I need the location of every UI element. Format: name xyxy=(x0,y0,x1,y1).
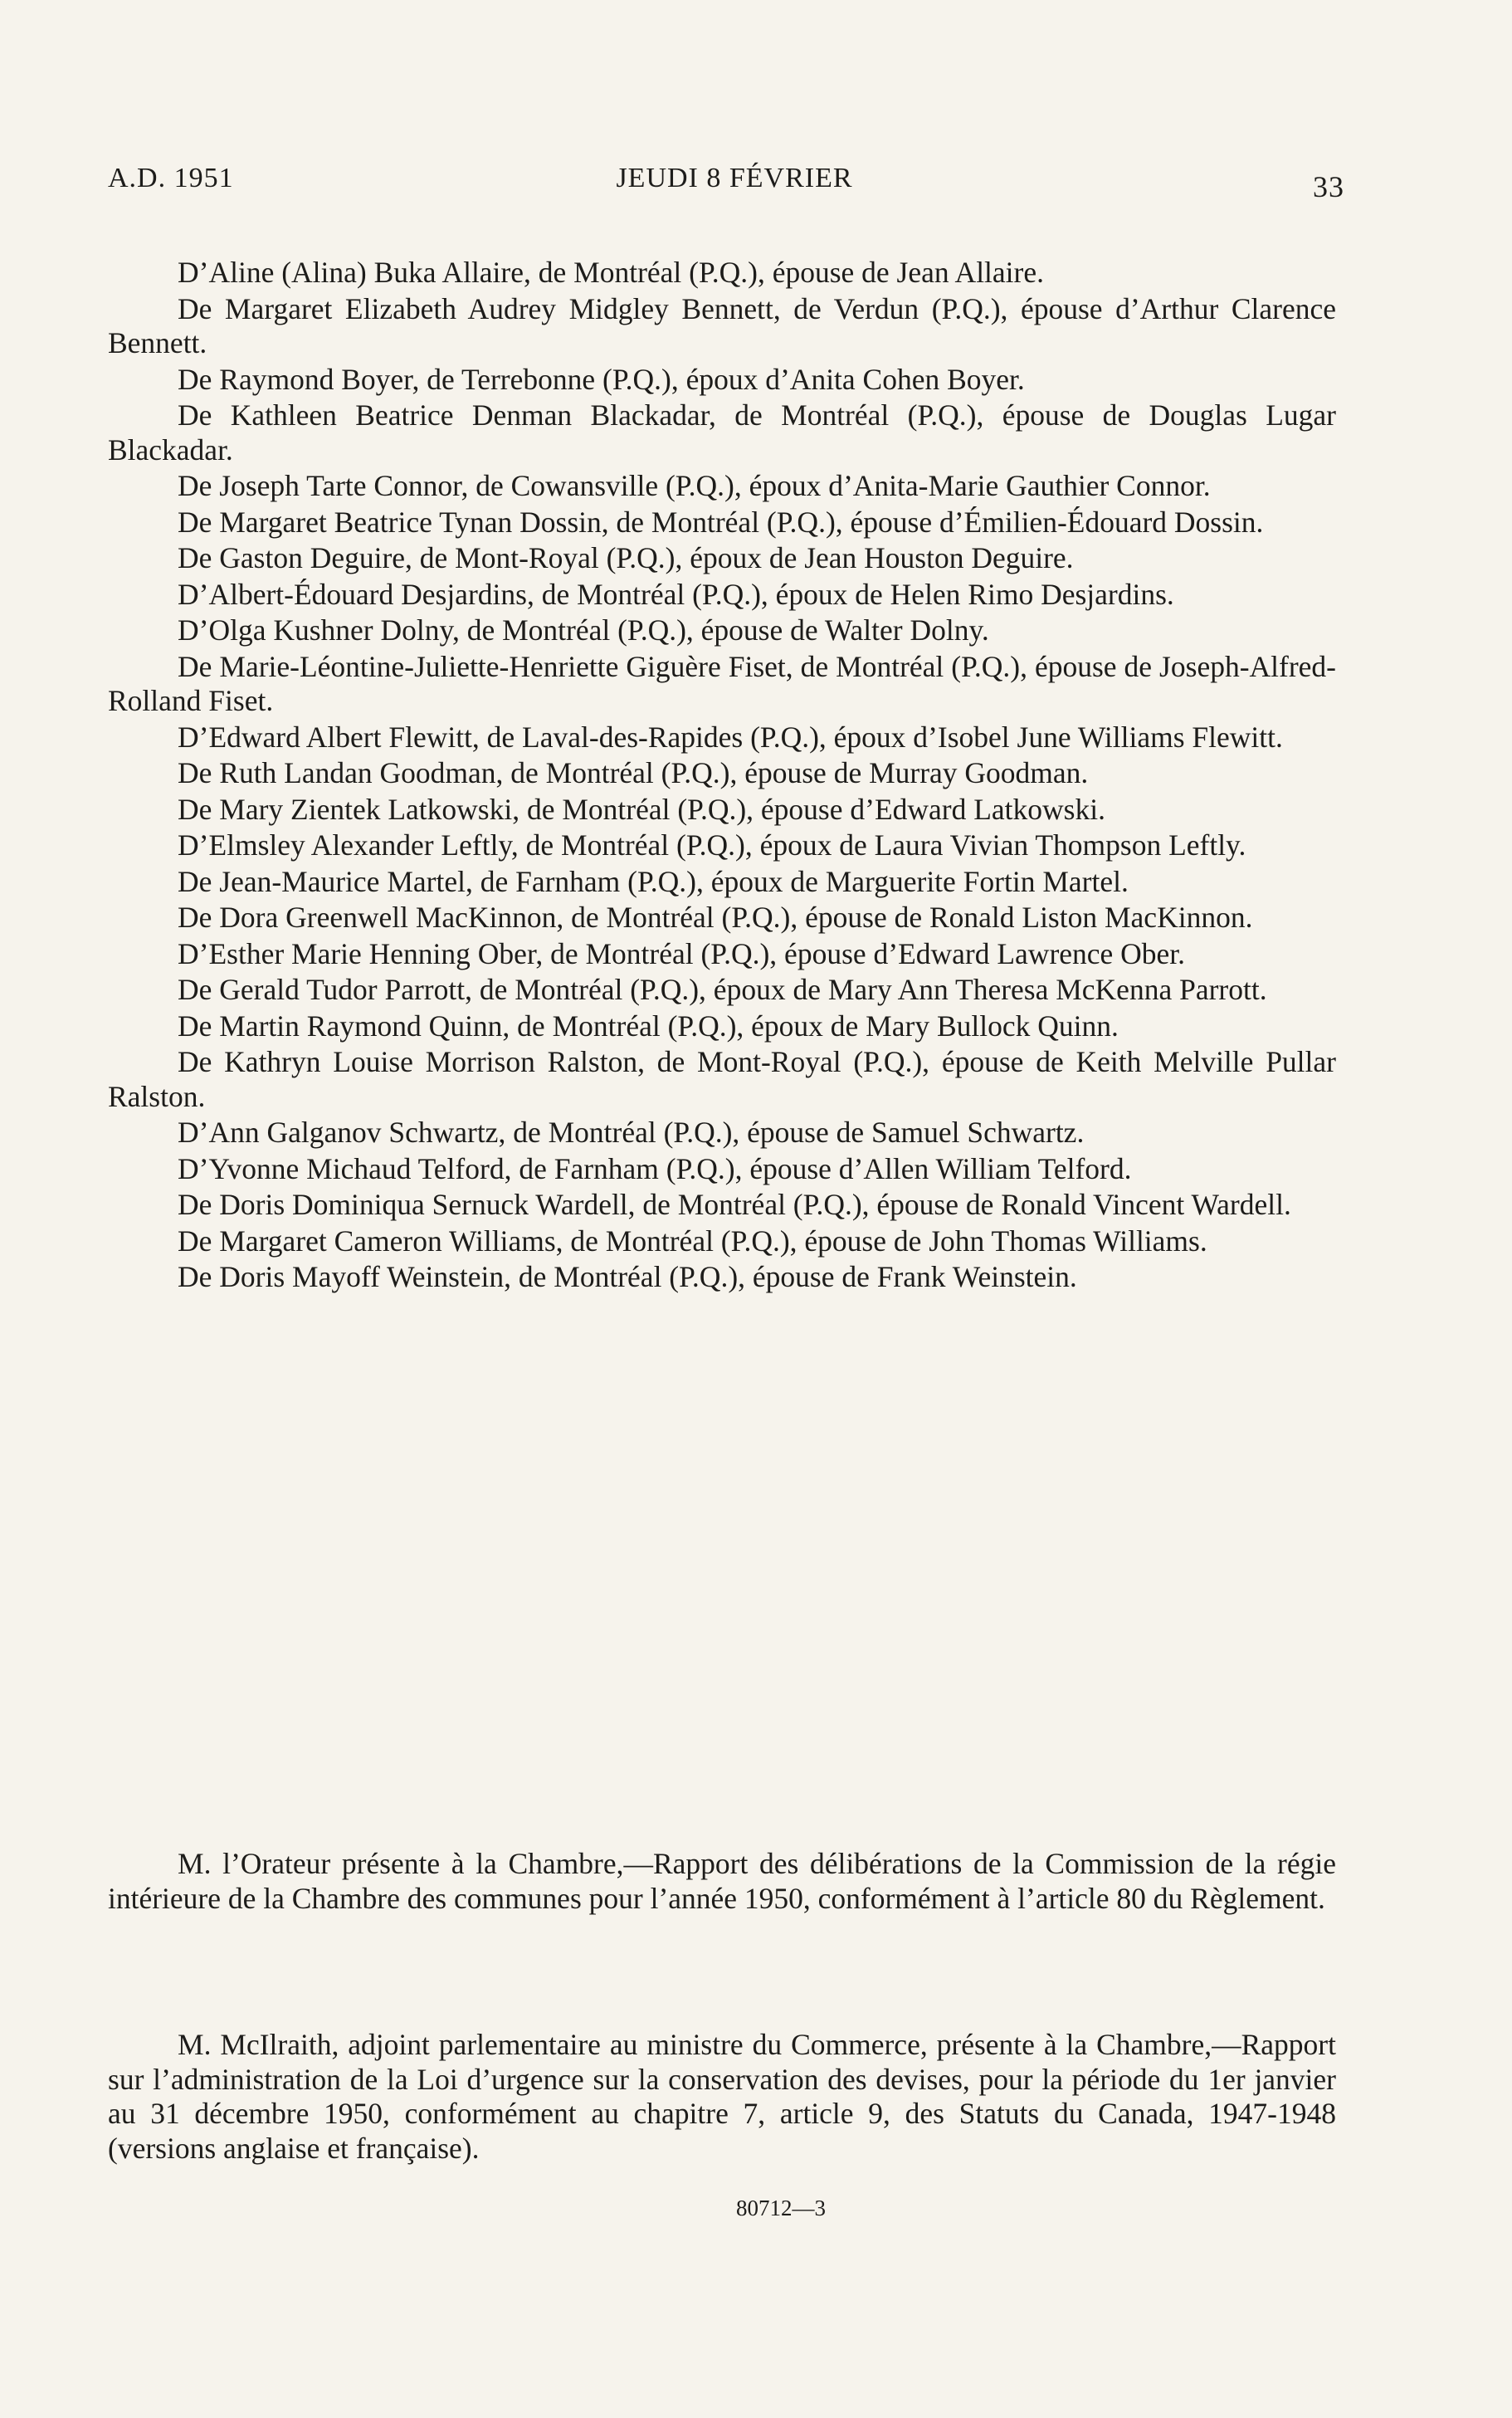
list-item: De Jean-Maurice Martel, de Farnham (P.Q.), époux de Marguerite Fortin Martel. xyxy=(178,864,1129,898)
list-item: De Margaret Elizabeth Audrey Midgley Bennett, de Verdun (P.Q.), épouse d’Arthur Clarence Bennett. xyxy=(108,291,1336,359)
list-item: De Mary Zientek Latkowski, de Montréal (P.Q.), épouse d’Edward Latkowski. xyxy=(178,792,1105,826)
list-item: De Doris Mayoff Weinstein, de Montréal (P.Q.), épouse de Frank Weinstein. xyxy=(178,1260,1077,1293)
list-item: De Kathleen Beatrice Denman Blackadar, de Montréal (P.Q.), épouse de Douglas Lugar Blackadar. xyxy=(108,398,1336,467)
list-item: De Doris Dominiqua Sernuck Wardell, de Montréal (P.Q.), épouse de Ronald Vincent Wardell. xyxy=(178,1188,1291,1221)
list-item: De Gaston Deguire, de Mont-Royal (P.Q.), époux de Jean Houston Deguire. xyxy=(178,541,1074,574)
list-item: De Kathryn Louise Morrison Ralston, de Mont-Royal (P.Q.), épouse de Keith Melville Pullar Ralston. xyxy=(108,1045,1336,1113)
list-item: D’Olga Kushner Dolny, de Montréal (P.Q.), épouse de Walter Dolny. xyxy=(178,613,989,647)
list-item: De Dora Greenwell MacKinnon, de Montréal (P.Q.), épouse de Ronald Liston MacKinnon. xyxy=(178,901,1253,934)
list-item: D’Esther Marie Henning Ober, de Montréal (P.Q.), épouse d’Edward Lawrence Ober. xyxy=(178,936,1186,970)
page-number: 33 xyxy=(1313,170,1344,203)
header-year: A.D. 1951 xyxy=(108,163,234,193)
list-item: D’Edward Albert Flewitt, de Laval-des-Rapides (P.Q.), époux d’Isobel June Williams Flewitt. xyxy=(178,720,1283,754)
list-item: De Margaret Cameron Williams, de Montréal (P.Q.), épouse de John Thomas Williams. xyxy=(178,1224,1207,1258)
mcilraith-report-paragraph: M. McIlraith, adjoint parlementaire au ministre du Commerce, présente à la Chambre,—Rapport sur l’administration de la Loi d’urgence sur la conservation des devises, pour la période du 1er janvier au 31 décembre 1950, conformément au chapitre 7, article 9, des Statuts du Canada, 1947-1948 (versions anglaise et française). xyxy=(108,2028,1336,2165)
list-item: De Marie-Léontine-Juliette-Henriette Giguère Fiset, de Montréal (P.Q.), épouse de Joseph-Alfred-Rolland Fiset. xyxy=(108,649,1336,717)
list-item: De Margaret Beatrice Tynan Dossin, de Montréal (P.Q.), épouse d’Émilien-Édouard Dossin. xyxy=(178,505,1264,539)
speaker-report-paragraph: M. l’Orateur présente à la Chambre,—Rapport des délibérations de la Commission de la régie intérieure de la Chambre des communes pour l’année 1950, conformément à l’article 80 du Règlement. xyxy=(108,1847,1336,1915)
list-item: De Joseph Tarte Connor, de Cowansville (P.Q.), époux d’Anita-Marie Gauthier Connor. xyxy=(178,469,1211,502)
list-item: D’Aline (Alina) Buka Allaire, de Montréal (P.Q.), épouse de Jean Allaire. xyxy=(178,256,1044,289)
list-item: D’Ann Galganov Schwartz, de Montréal (P.Q.), épouse de Samuel Schwartz. xyxy=(178,1116,1085,1149)
header-date: JEUDI 8 FÉVRIER xyxy=(616,163,853,193)
list-item: D’Elmsley Alexander Leftly, de Montréal (P.Q.), époux de Laura Vivian Thompson Leftly. xyxy=(178,828,1246,862)
list-item: De Martin Raymond Quinn, de Montréal (P.Q.), époux de Mary Bullock Quinn. xyxy=(178,1009,1119,1043)
list-item: De Raymond Boyer, de Terrebonne (P.Q.), époux d’Anita Cohen Boyer. xyxy=(178,362,1025,396)
signature-mark: 80712—3 xyxy=(736,2196,826,2220)
page-header xyxy=(108,163,1344,204)
list-item: De Gerald Tudor Parrott, de Montréal (P.Q.), époux de Mary Ann Theresa McKenna Parrott. xyxy=(178,973,1267,1006)
list-item: De Ruth Landan Goodman, de Montréal (P.Q.), épouse de Murray Goodman. xyxy=(178,756,1089,789)
list-item: D’Albert-Édouard Desjardins, de Montréal (P.Q.), époux de Helen Rimo Desjardins. xyxy=(178,577,1174,611)
petition-list xyxy=(108,256,1336,1297)
list-item: D’Yvonne Michaud Telford, de Farnham (P.Q.), épouse d’Allen William Telford. xyxy=(178,1151,1132,1185)
